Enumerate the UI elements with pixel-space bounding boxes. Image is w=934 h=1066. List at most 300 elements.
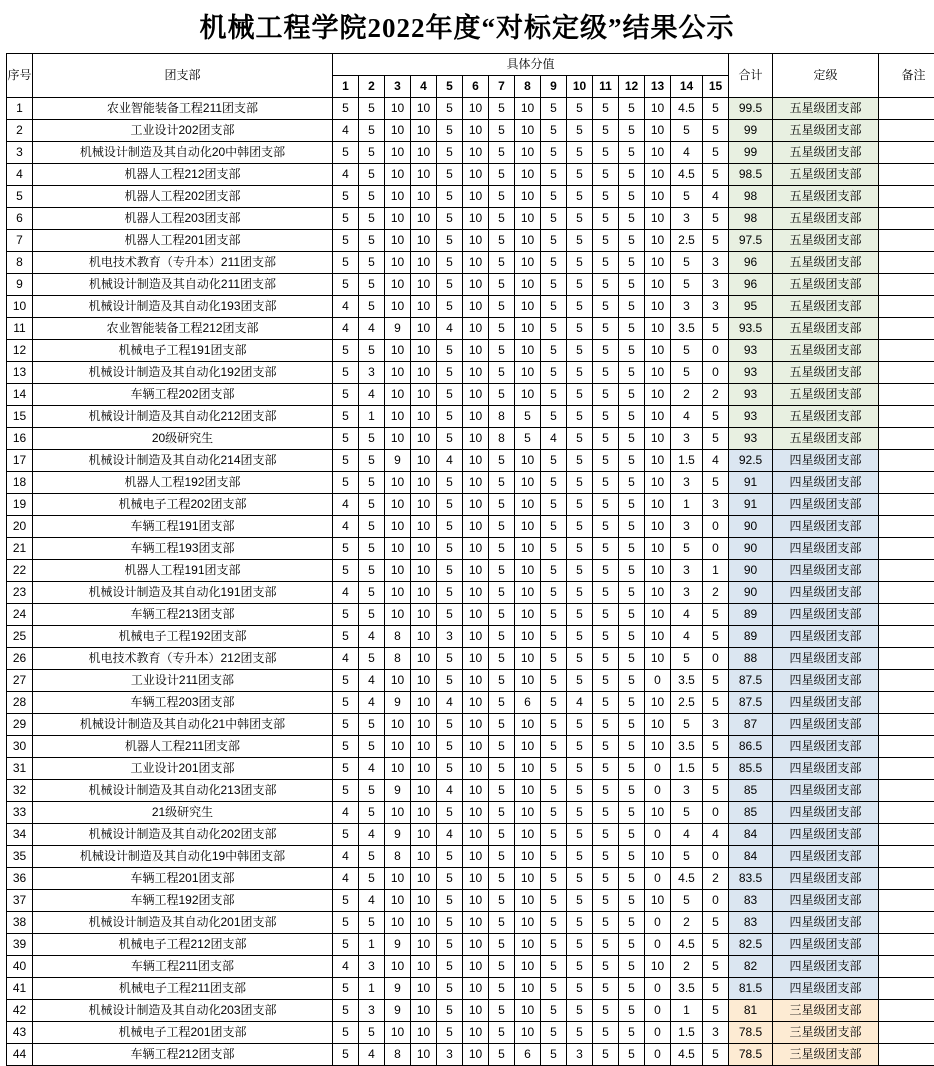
header-score-4: 4 (411, 76, 437, 98)
row-remark (879, 296, 934, 318)
row-total: 99 (729, 120, 773, 142)
row-score-2: 5 (359, 428, 385, 450)
row-score-4: 10 (411, 450, 437, 472)
row-remark (879, 978, 934, 1000)
row-score-3: 10 (385, 736, 411, 758)
row-score-13: 10 (645, 560, 671, 582)
row-score-15: 4 (703, 450, 729, 472)
row-score-1: 5 (333, 362, 359, 384)
row-score-6: 10 (463, 318, 489, 340)
row-score-5: 5 (437, 296, 463, 318)
row-score-10: 5 (567, 670, 593, 692)
row-score-12: 5 (619, 252, 645, 274)
row-score-8: 10 (515, 450, 541, 472)
row-total: 83 (729, 912, 773, 934)
row-score-2: 5 (359, 164, 385, 186)
row-seq: 9 (7, 274, 33, 296)
row-score-7: 5 (489, 736, 515, 758)
row-score-2: 5 (359, 450, 385, 472)
row-seq: 22 (7, 560, 33, 582)
row-score-15: 5 (703, 934, 729, 956)
row-score-7: 5 (489, 98, 515, 120)
row-level-badge: 四星级团支部 (773, 582, 879, 604)
row-score-9: 5 (541, 626, 567, 648)
row-score-10: 5 (567, 956, 593, 978)
row-score-11: 5 (593, 98, 619, 120)
row-score-5: 5 (437, 846, 463, 868)
table-row (7, 362, 934, 384)
row-score-1: 4 (333, 296, 359, 318)
row-score-14: 1.5 (671, 758, 703, 780)
table-row (7, 384, 934, 406)
row-score-11: 5 (593, 142, 619, 164)
row-branch-name: 机械设计制造及其自动化213团支部 (33, 780, 333, 802)
row-score-13: 10 (645, 252, 671, 274)
row-score-14: 4.5 (671, 98, 703, 120)
row-level-badge: 四星级团支部 (773, 692, 879, 714)
row-seq: 7 (7, 230, 33, 252)
row-level-badge: 四星级团支部 (773, 868, 879, 890)
row-total: 93 (729, 428, 773, 450)
row-score-12: 5 (619, 208, 645, 230)
row-score-1: 5 (333, 142, 359, 164)
row-score-12: 5 (619, 890, 645, 912)
row-score-13: 0 (645, 934, 671, 956)
row-remark (879, 780, 934, 802)
row-score-13: 10 (645, 362, 671, 384)
row-seq: 12 (7, 340, 33, 362)
row-score-4: 10 (411, 648, 437, 670)
row-branch-name: 车辆工程213团支部 (33, 604, 333, 626)
row-score-1: 5 (333, 1022, 359, 1044)
row-score-3: 10 (385, 164, 411, 186)
row-score-15: 5 (703, 758, 729, 780)
row-score-8: 10 (515, 186, 541, 208)
header-remark: 备注 (879, 54, 934, 98)
row-score-5: 5 (437, 164, 463, 186)
row-score-2: 1 (359, 934, 385, 956)
row-score-14: 3 (671, 296, 703, 318)
row-score-13: 0 (645, 780, 671, 802)
row-score-13: 0 (645, 978, 671, 1000)
row-total: 85.5 (729, 758, 773, 780)
row-score-2: 5 (359, 538, 385, 560)
table-row (7, 164, 934, 186)
row-score-2: 5 (359, 802, 385, 824)
row-seq: 41 (7, 978, 33, 1000)
row-score-14: 5 (671, 274, 703, 296)
row-score-1: 5 (333, 428, 359, 450)
row-level-badge: 四星级团支部 (773, 494, 879, 516)
row-score-14: 5 (671, 846, 703, 868)
row-score-2: 5 (359, 252, 385, 274)
row-score-14: 4 (671, 142, 703, 164)
row-score-5: 3 (437, 1044, 463, 1066)
row-score-5: 5 (437, 428, 463, 450)
row-score-11: 5 (593, 978, 619, 1000)
row-score-2: 5 (359, 186, 385, 208)
row-branch-name: 机械电子工程212团支部 (33, 934, 333, 956)
row-score-14: 5 (671, 120, 703, 142)
row-score-14: 5 (671, 252, 703, 274)
row-score-12: 5 (619, 472, 645, 494)
row-branch-name: 机器人工程191团支部 (33, 560, 333, 582)
row-score-4: 10 (411, 978, 437, 1000)
row-score-6: 10 (463, 186, 489, 208)
row-score-2: 5 (359, 98, 385, 120)
row-branch-name: 机械电子工程201团支部 (33, 1022, 333, 1044)
row-score-4: 10 (411, 934, 437, 956)
row-seq: 1 (7, 98, 33, 120)
row-score-6: 10 (463, 362, 489, 384)
row-score-3: 10 (385, 142, 411, 164)
row-score-9: 5 (541, 450, 567, 472)
row-score-3: 9 (385, 824, 411, 846)
row-score-13: 10 (645, 714, 671, 736)
row-score-13: 10 (645, 736, 671, 758)
row-score-14: 3 (671, 208, 703, 230)
row-score-4: 10 (411, 582, 437, 604)
row-score-3: 10 (385, 472, 411, 494)
row-score-10: 5 (567, 252, 593, 274)
row-seq: 28 (7, 692, 33, 714)
row-score-3: 10 (385, 956, 411, 978)
row-score-9: 5 (541, 824, 567, 846)
row-branch-name: 机械电子工程211团支部 (33, 978, 333, 1000)
row-score-8: 10 (515, 538, 541, 560)
row-score-4: 10 (411, 318, 437, 340)
row-score-10: 5 (567, 494, 593, 516)
row-branch-name: 机械设计制造及其自动化19中韩团支部 (33, 846, 333, 868)
row-total: 84 (729, 846, 773, 868)
row-score-15: 0 (703, 362, 729, 384)
table-row (7, 472, 934, 494)
row-score-11: 5 (593, 384, 619, 406)
row-score-11: 5 (593, 208, 619, 230)
row-score-9: 5 (541, 1000, 567, 1022)
row-score-1: 5 (333, 208, 359, 230)
row-score-7: 5 (489, 758, 515, 780)
row-score-8: 10 (515, 736, 541, 758)
row-branch-name: 工业设计211团支部 (33, 670, 333, 692)
row-score-8: 10 (515, 912, 541, 934)
row-score-14: 3.5 (671, 978, 703, 1000)
row-score-4: 10 (411, 670, 437, 692)
row-remark (879, 98, 934, 120)
row-score-4: 10 (411, 736, 437, 758)
row-branch-name: 机械设计制造及其自动化214团支部 (33, 450, 333, 472)
row-score-12: 5 (619, 230, 645, 252)
row-score-14: 3 (671, 472, 703, 494)
row-score-11: 5 (593, 230, 619, 252)
row-remark (879, 934, 934, 956)
row-remark (879, 1044, 934, 1066)
row-score-15: 5 (703, 1000, 729, 1022)
row-score-15: 5 (703, 230, 729, 252)
row-seq: 36 (7, 868, 33, 890)
row-score-5: 5 (437, 978, 463, 1000)
header-total: 合计 (729, 54, 773, 98)
row-score-3: 9 (385, 692, 411, 714)
row-score-15: 5 (703, 956, 729, 978)
row-score-6: 10 (463, 736, 489, 758)
row-remark (879, 714, 934, 736)
row-branch-name: 机电技术教育（专升本）211团支部 (33, 252, 333, 274)
row-remark (879, 868, 934, 890)
row-score-4: 10 (411, 626, 437, 648)
row-score-5: 5 (437, 120, 463, 142)
row-score-5: 5 (437, 912, 463, 934)
row-remark (879, 538, 934, 560)
row-score-11: 5 (593, 890, 619, 912)
row-score-14: 5 (671, 340, 703, 362)
row-score-6: 10 (463, 802, 489, 824)
row-branch-name: 农业智能装备工程212团支部 (33, 318, 333, 340)
row-score-2: 5 (359, 142, 385, 164)
row-score-1: 4 (333, 846, 359, 868)
row-score-10: 5 (567, 274, 593, 296)
row-score-3: 10 (385, 428, 411, 450)
row-score-13: 10 (645, 538, 671, 560)
row-score-11: 5 (593, 472, 619, 494)
row-score-12: 5 (619, 582, 645, 604)
row-score-14: 3.5 (671, 736, 703, 758)
row-score-8: 10 (515, 956, 541, 978)
row-score-10: 5 (567, 230, 593, 252)
row-score-2: 5 (359, 582, 385, 604)
row-score-12: 5 (619, 978, 645, 1000)
row-remark (879, 208, 934, 230)
row-score-6: 10 (463, 824, 489, 846)
row-seq: 34 (7, 824, 33, 846)
row-score-1: 5 (333, 538, 359, 560)
row-score-9: 5 (541, 802, 567, 824)
row-level-badge: 三星级团支部 (773, 1000, 879, 1022)
row-total: 84 (729, 824, 773, 846)
row-score-5: 4 (437, 780, 463, 802)
row-score-1: 5 (333, 978, 359, 1000)
row-score-4: 10 (411, 824, 437, 846)
header-branch: 团支部 (33, 54, 333, 98)
row-score-10: 5 (567, 362, 593, 384)
row-seq: 43 (7, 1022, 33, 1044)
row-seq: 5 (7, 186, 33, 208)
row-score-8: 10 (515, 296, 541, 318)
row-score-2: 4 (359, 692, 385, 714)
row-score-8: 10 (515, 362, 541, 384)
row-score-6: 10 (463, 1022, 489, 1044)
row-remark (879, 802, 934, 824)
row-score-9: 5 (541, 846, 567, 868)
row-score-14: 3 (671, 582, 703, 604)
row-total: 93 (729, 406, 773, 428)
row-score-10: 5 (567, 120, 593, 142)
header-score-11: 11 (593, 76, 619, 98)
row-score-6: 10 (463, 692, 489, 714)
row-score-2: 1 (359, 406, 385, 428)
table-row (7, 802, 934, 824)
row-score-8: 10 (515, 890, 541, 912)
row-score-11: 5 (593, 428, 619, 450)
row-score-13: 10 (645, 648, 671, 670)
row-score-3: 10 (385, 296, 411, 318)
row-score-9: 5 (541, 142, 567, 164)
header-score-15: 15 (703, 76, 729, 98)
row-total: 90 (729, 560, 773, 582)
row-score-11: 5 (593, 714, 619, 736)
row-seq: 25 (7, 626, 33, 648)
row-score-10: 5 (567, 406, 593, 428)
row-score-12: 5 (619, 934, 645, 956)
row-branch-name: 工业设计201团支部 (33, 758, 333, 780)
row-score-6: 10 (463, 934, 489, 956)
row-remark (879, 494, 934, 516)
row-score-12: 5 (619, 318, 645, 340)
row-score-1: 5 (333, 1000, 359, 1022)
row-score-13: 10 (645, 98, 671, 120)
row-score-13: 10 (645, 516, 671, 538)
row-score-5: 5 (437, 406, 463, 428)
row-score-11: 5 (593, 758, 619, 780)
row-score-15: 5 (703, 120, 729, 142)
row-score-6: 10 (463, 1044, 489, 1066)
row-score-2: 5 (359, 472, 385, 494)
row-branch-name: 机器人工程202团支部 (33, 186, 333, 208)
row-branch-name: 车辆工程201团支部 (33, 868, 333, 890)
row-score-2: 4 (359, 1044, 385, 1066)
row-score-4: 10 (411, 406, 437, 428)
row-score-7: 5 (489, 956, 515, 978)
row-score-13: 10 (645, 846, 671, 868)
table-row (7, 494, 934, 516)
row-total: 98 (729, 186, 773, 208)
row-score-13: 10 (645, 296, 671, 318)
row-score-1: 5 (333, 824, 359, 846)
row-score-7: 5 (489, 1044, 515, 1066)
row-score-10: 5 (567, 626, 593, 648)
row-score-4: 10 (411, 758, 437, 780)
row-score-3: 10 (385, 802, 411, 824)
row-score-9: 5 (541, 230, 567, 252)
row-score-11: 5 (593, 186, 619, 208)
row-score-5: 5 (437, 648, 463, 670)
row-total: 88 (729, 648, 773, 670)
row-score-7: 5 (489, 362, 515, 384)
row-remark (879, 1022, 934, 1044)
row-score-13: 10 (645, 802, 671, 824)
header-score-6: 6 (463, 76, 489, 98)
row-score-11: 5 (593, 164, 619, 186)
row-score-1: 5 (333, 450, 359, 472)
row-score-6: 10 (463, 758, 489, 780)
row-score-8: 10 (515, 934, 541, 956)
row-score-10: 5 (567, 978, 593, 1000)
row-score-7: 5 (489, 384, 515, 406)
row-score-5: 4 (437, 824, 463, 846)
row-total: 85 (729, 780, 773, 802)
row-remark (879, 362, 934, 384)
row-score-12: 5 (619, 560, 645, 582)
row-score-10: 5 (567, 472, 593, 494)
row-score-14: 5 (671, 362, 703, 384)
row-total: 98.5 (729, 164, 773, 186)
row-score-4: 10 (411, 208, 437, 230)
row-score-2: 5 (359, 230, 385, 252)
row-score-13: 0 (645, 1022, 671, 1044)
row-total: 87.5 (729, 670, 773, 692)
row-score-15: 0 (703, 802, 729, 824)
row-score-4: 10 (411, 956, 437, 978)
row-score-8: 10 (515, 670, 541, 692)
row-level-badge: 四星级团支部 (773, 956, 879, 978)
row-level-badge: 四星级团支部 (773, 604, 879, 626)
row-level-badge: 五星级团支部 (773, 252, 879, 274)
row-score-12: 5 (619, 604, 645, 626)
row-remark (879, 450, 934, 472)
row-total: 98 (729, 208, 773, 230)
row-total: 97.5 (729, 230, 773, 252)
row-score-1: 4 (333, 494, 359, 516)
row-score-14: 4.5 (671, 1044, 703, 1066)
row-total: 91 (729, 494, 773, 516)
row-score-2: 5 (359, 1022, 385, 1044)
row-score-3: 10 (385, 252, 411, 274)
row-score-5: 5 (437, 736, 463, 758)
row-score-11: 5 (593, 494, 619, 516)
row-score-1: 5 (333, 252, 359, 274)
row-score-8: 10 (515, 1000, 541, 1022)
row-score-6: 10 (463, 252, 489, 274)
row-seq: 13 (7, 362, 33, 384)
row-score-4: 10 (411, 340, 437, 362)
row-score-12: 5 (619, 956, 645, 978)
row-seq: 20 (7, 516, 33, 538)
row-branch-name: 机器人工程201团支部 (33, 230, 333, 252)
row-score-14: 3 (671, 516, 703, 538)
header-score-8: 8 (515, 76, 541, 98)
table-row (7, 120, 934, 142)
row-score-8: 10 (515, 472, 541, 494)
row-score-5: 5 (437, 868, 463, 890)
row-branch-name: 车辆工程203团支部 (33, 692, 333, 714)
row-score-4: 10 (411, 428, 437, 450)
row-score-3: 10 (385, 516, 411, 538)
row-score-7: 5 (489, 274, 515, 296)
row-score-3: 9 (385, 450, 411, 472)
row-score-12: 5 (619, 296, 645, 318)
row-score-3: 8 (385, 846, 411, 868)
row-branch-name: 车辆工程193团支部 (33, 538, 333, 560)
header-score-9: 9 (541, 76, 567, 98)
row-score-12: 5 (619, 384, 645, 406)
header-seq: 序号 (7, 54, 33, 98)
row-score-7: 5 (489, 670, 515, 692)
row-remark (879, 736, 934, 758)
row-score-12: 5 (619, 406, 645, 428)
row-score-11: 5 (593, 274, 619, 296)
row-score-8: 10 (515, 384, 541, 406)
row-total: 85 (729, 802, 773, 824)
table-row (7, 956, 934, 978)
row-score-11: 5 (593, 670, 619, 692)
row-score-13: 10 (645, 692, 671, 714)
row-score-4: 10 (411, 868, 437, 890)
row-score-5: 5 (437, 362, 463, 384)
row-score-2: 3 (359, 956, 385, 978)
row-score-13: 0 (645, 670, 671, 692)
row-score-12: 5 (619, 714, 645, 736)
row-total: 82.5 (729, 934, 773, 956)
